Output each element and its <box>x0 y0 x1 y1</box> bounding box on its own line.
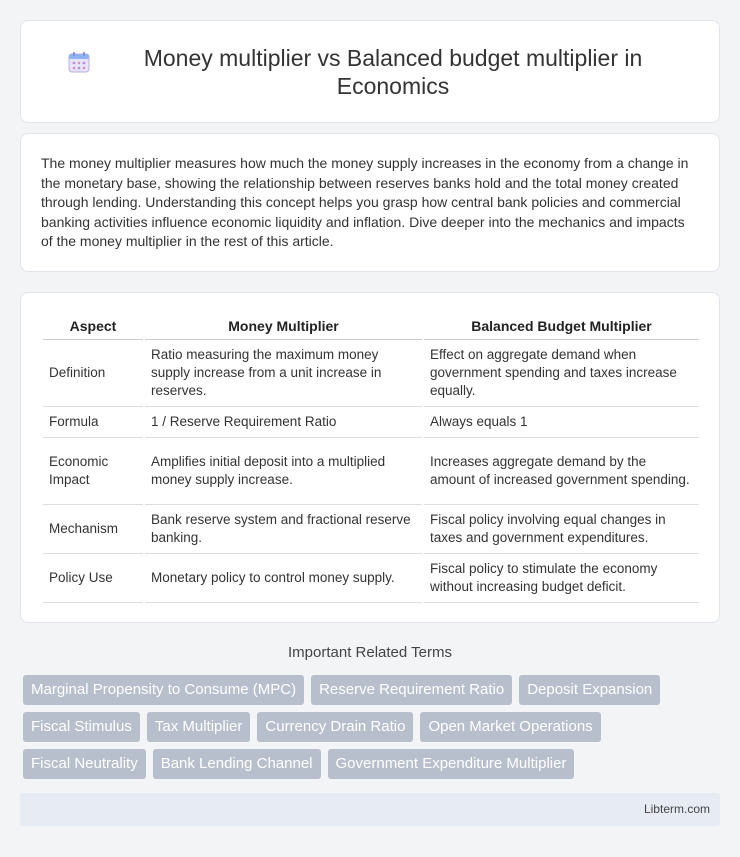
tag-link[interactable]: Bank Lending Channel <box>153 749 321 779</box>
tag-link[interactable]: Government Expenditure Multiplier <box>328 749 575 779</box>
intro-card <box>20 133 720 272</box>
calendar-icon <box>67 50 91 74</box>
tag-link[interactable]: Fiscal Neutrality <box>23 749 146 779</box>
table-cell: Ratio measuring the maximum money supply increase from a unit increase in reserves. <box>144 339 423 406</box>
tag-link[interactable]: Marginal Propensity to Consume (MPC) <box>23 675 304 705</box>
intro-paragraph: The money multiplier measures how much the money supply increases in the economy from a change in the monetary base, showing the relationship between reserves banks hold and the total money created through lending. Understanding this concept helps you grasp how central bank policies and commercial banking activities influence economic liquidity and inflation. Dive deeper into the mechanics and impacts of the money multiplier in the rest of this article. <box>41 155 689 249</box>
tag-row <box>23 749 723 779</box>
header-balanced-budget-multiplier: Balanced Budget Multiplier <box>423 313 699 339</box>
table-cell-aspect: Policy Use <box>43 553 144 602</box>
tag-row <box>23 675 723 705</box>
tag-link[interactable]: Open Market Operations <box>420 712 600 742</box>
footer-brand[interactable]: Libterm.com <box>643 802 710 816</box>
table-header-row <box>43 313 699 339</box>
tag-link[interactable]: Deposit Expansion <box>519 675 660 705</box>
table-cell: Always equals 1 <box>423 406 699 437</box>
table-cell: Increases aggregate demand by the amount of increased government spending. <box>423 437 699 504</box>
table-cell-aspect: Formula <box>43 406 144 437</box>
table-cell-aspect: Mechanism <box>43 504 144 553</box>
table-row <box>43 504 699 553</box>
tag-link[interactable]: Fiscal Stimulus <box>23 712 140 742</box>
table-cell: Fiscal policy involving equal changes in taxes and government expenditures. <box>423 504 699 553</box>
table-cell: Fiscal policy to stimulate the economy without increasing budget deficit. <box>423 553 699 602</box>
footer <box>20 793 720 826</box>
tag-link[interactable]: Reserve Requirement Ratio <box>311 675 512 705</box>
table-cell: Amplifies initial deposit into a multiplied money supply increase. <box>144 437 423 504</box>
header-money-multiplier: Money Multiplier <box>144 313 423 339</box>
table-cell-aspect: Definition <box>43 339 144 406</box>
table-row <box>43 553 699 602</box>
tag-row <box>23 712 723 742</box>
comparison-card <box>20 292 720 623</box>
table-cell: Monetary policy to control money supply. <box>144 553 423 602</box>
table-row <box>43 339 699 406</box>
table-row <box>43 406 699 437</box>
comparison-table <box>43 313 699 603</box>
tag-link[interactable]: Currency Drain Ratio <box>257 712 413 742</box>
related-terms-title: Important Related Terms <box>288 644 452 661</box>
table-cell: 1 / Reserve Requirement Ratio <box>144 406 423 437</box>
title-wrap <box>60 44 680 100</box>
table-cell: Bank reserve system and fractional reserve banking. <box>144 504 423 553</box>
tag-link[interactable]: Tax Multiplier <box>147 712 251 742</box>
table-row <box>43 437 699 504</box>
table-cell: Effect on aggregate demand when government spending and taxes increase equally. <box>423 339 699 406</box>
page-title: Money multiplier vs Balanced budget multiplier in Economics <box>143 44 643 99</box>
header-aspect: Aspect <box>43 313 144 339</box>
related-terms-list <box>23 675 723 786</box>
title-card <box>20 20 720 123</box>
table-cell-aspect: Economic Impact <box>43 437 144 504</box>
